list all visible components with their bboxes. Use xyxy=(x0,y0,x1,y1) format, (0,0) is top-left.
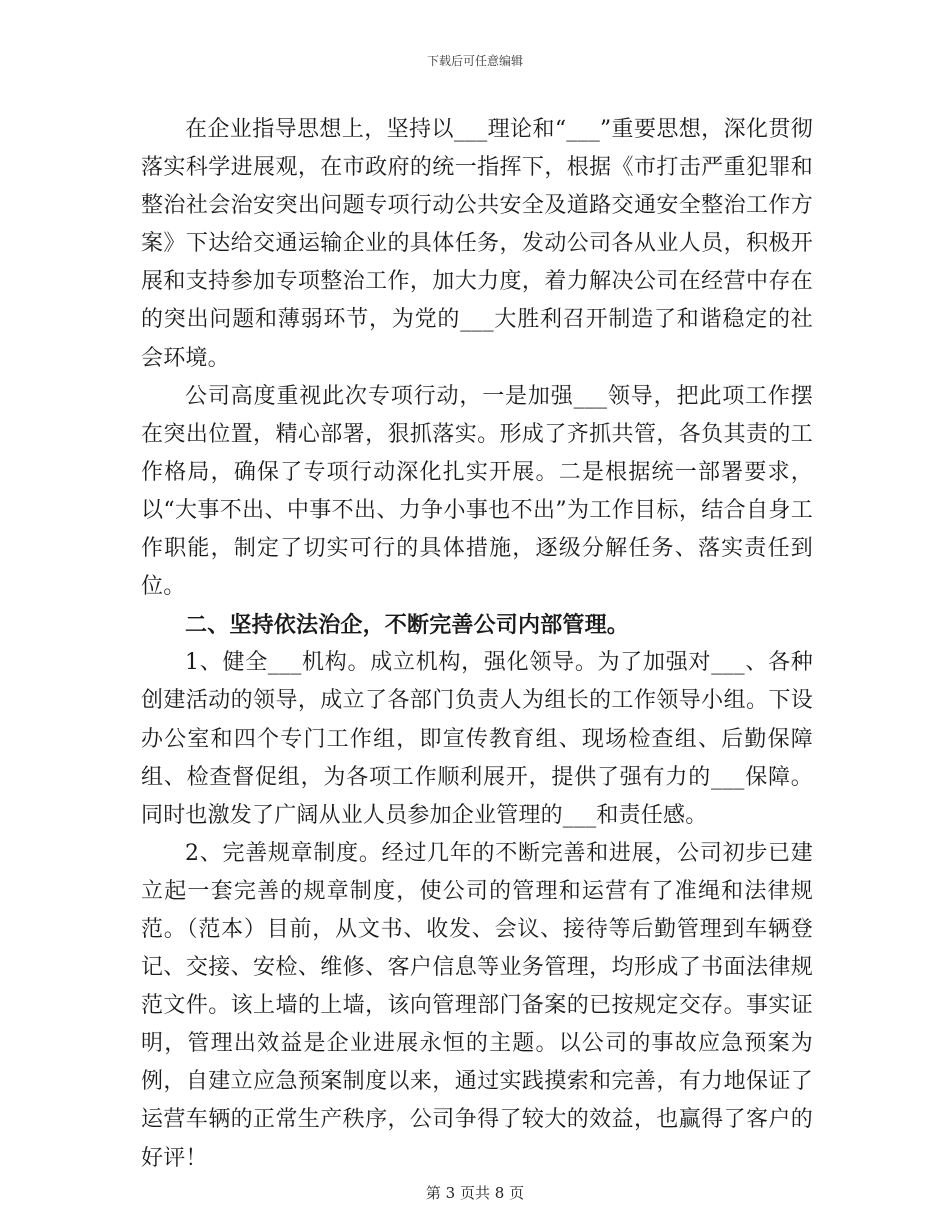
paragraph-guiding-ideology: 在企业指导思想上，坚持以___理论和“___”重要思想，深化贯彻落实科学进展观，在市政府的统一指挥下，根据《市打击严重犯罪和整治社会治安突出问题专项行动公共安全及道路交通安全整治工作方案》下达给交通运输企业的具体任务，发动公司各从业人员，积极开展和支持参加专项整治工作，加大力度，着力解决公司在经营中存在的突出问题和薄弱环节，为党的___大胜利召开制造了和谐稳定的社会环境。 xyxy=(141,117,813,371)
section-heading-2: 二、坚持依法治企，不断完善公司内部管理。 xyxy=(185,612,630,639)
paragraph-special-action: 公司高度重视此次专项行动，一是加强___领导，把此项工作摆在突出位置，精心部署，狠抓落实。形成了齐抓共管，各负其责的工作格局，确保了专项行动深化扎实开展。二是根据统一部署要求，以“大事不出、中事不出、力争小事也不出”为工作目标，结合自身工作职能，制定了切实可行的具体措施，逐级分解任务、落实责任到位。 xyxy=(141,383,813,600)
paragraph-organization: 1、健全___机构。成立机构，强化领导。为了加强对___、各种创建活动的领导，成立了各部门负责人为组长的工作领导小组。下设办公室和四个专门工作组，即宣传教育组、现场检查组、后勤保障组、检查督促组，为各项工作顺利展开，提供了强有力的___保障。同时也激发了广阔从业人员参加企业管理的___和责任感。 xyxy=(141,650,813,828)
page-footer: 第 3 页共 8 页 xyxy=(425,1184,525,1202)
paragraph-regulations: 2、完善规章制度。经过几年的不断完善和进展，公司初步已建立起一套完善的规章制度，使公司的管理和运营有了准绳和法律规范。（范本）目前，从文书、收发、会议、接待等后勤管理到车辆登记、交接、安检、维修、客户信息等业务管理，均形成了书面法律规范文件。该上墙的上墙，该向管理部门备案的已按规定交存。事实证明，管理出效益是企业进展永恒的主题。以公司的事故应急预案为例，自建立应急预案制度以来，通过实践摸索和完善，有力地保证了运营车辆的正常生产秩序，公司争得了较大的效益，也赢得了客户的好评！ xyxy=(141,840,813,1171)
document-body xyxy=(141,111,813,1178)
page-header: 下载后可任意编辑 xyxy=(426,54,523,68)
